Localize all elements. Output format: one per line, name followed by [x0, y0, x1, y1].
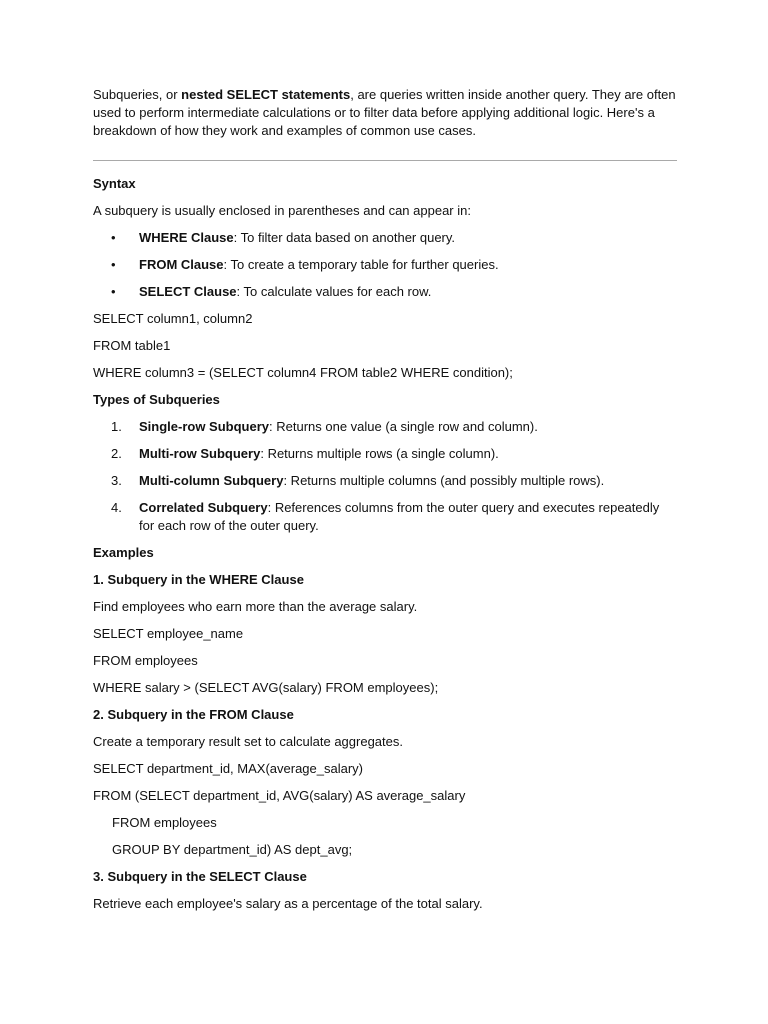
list-item-term: Multi-row Subquery: [139, 446, 261, 461]
clause-bullet-list: [93, 229, 677, 301]
code-line: SELECT column1, column2: [93, 311, 253, 326]
list-item-term: Multi-column Subquery: [139, 473, 284, 488]
intro-text-end: , are queries written inside another query. They are often used to perform intermediate calculations or to filter data before applying additional logic. Here's a breakdown of how they work and examples of common use cases.: [93, 87, 676, 138]
example-3-heading: 3. Subquery in the SELECT Clause: [93, 869, 307, 884]
list-item-term: SELECT Clause: [139, 284, 237, 299]
syntax-heading: Syntax: [93, 176, 136, 191]
list-item-term: WHERE Clause: [139, 230, 234, 245]
list-item: [93, 418, 677, 436]
code-line: WHERE column3 = (SELECT column4 FROM table2 WHERE condition);: [93, 365, 513, 380]
list-item: [93, 499, 677, 535]
list-item: [93, 283, 677, 301]
horizontal-rule: [93, 160, 677, 161]
list-item: [93, 445, 677, 463]
intro-paragraph: [93, 86, 677, 140]
list-item-term: FROM Clause: [139, 257, 224, 272]
code-line: FROM table1: [93, 338, 171, 353]
code-line-indented: FROM employees: [112, 815, 217, 830]
types-heading: Types of Subqueries: [93, 392, 220, 407]
list-number: 4.: [111, 500, 122, 515]
list-item: [93, 472, 677, 490]
list-item-text: : References columns from the outer query and executes repeatedly for each row of the outer query.: [139, 500, 660, 533]
intro-bold-term: nested SELECT statements: [181, 87, 351, 102]
code-line: SELECT department_id, MAX(average_salary): [93, 761, 363, 776]
list-number: 3.: [111, 473, 122, 488]
examples-heading: Examples: [93, 545, 154, 560]
intro-text-start: Subqueries, or: [93, 87, 182, 102]
list-item-text: : To create a temporary table for further queries.: [223, 257, 499, 272]
subquery-types-list: [93, 418, 677, 535]
code-line: FROM (SELECT department_id, AVG(salary) AS average_salary: [93, 788, 466, 803]
code-line: FROM employees: [93, 653, 198, 668]
list-number: 2.: [111, 446, 122, 461]
example-3-description: Retrieve each employee's salary as a percentage of the total salary.: [93, 896, 483, 911]
bullet-icon: •: [111, 257, 116, 272]
list-item: [93, 229, 677, 247]
document-body: [93, 86, 677, 922]
list-item-text: : To calculate values for each row.: [236, 284, 432, 299]
list-item: [93, 256, 677, 274]
list-item-term: Single-row Subquery: [139, 419, 270, 434]
example-1-heading: 1. Subquery in the WHERE Clause: [93, 572, 304, 587]
list-item-text: : Returns one value (a single row and column).: [269, 419, 538, 434]
code-line: WHERE salary > (SELECT AVG(salary) FROM employees);: [93, 680, 439, 695]
list-item-text: : Returns multiple rows (a single column).: [260, 446, 499, 461]
bullet-icon: •: [111, 230, 116, 245]
example-2-heading: 2. Subquery in the FROM Clause: [93, 707, 294, 722]
list-item-term: Correlated Subquery: [139, 500, 268, 515]
list-item-text: : To filter data based on another query.: [233, 230, 456, 245]
syntax-lead: A subquery is usually enclosed in parentheses and can appear in:: [93, 203, 471, 218]
example-1-description: Find employees who earn more than the average salary.: [93, 599, 418, 614]
code-line-indented: GROUP BY department_id) AS dept_avg;: [112, 842, 353, 857]
list-number: 1.: [111, 419, 122, 434]
list-item-text: : Returns multiple columns (and possibly multiple rows).: [283, 473, 605, 488]
code-line: SELECT employee_name: [93, 626, 244, 641]
example-2-description: Create a temporary result set to calculate aggregates.: [93, 734, 403, 749]
bullet-icon: •: [111, 284, 116, 299]
